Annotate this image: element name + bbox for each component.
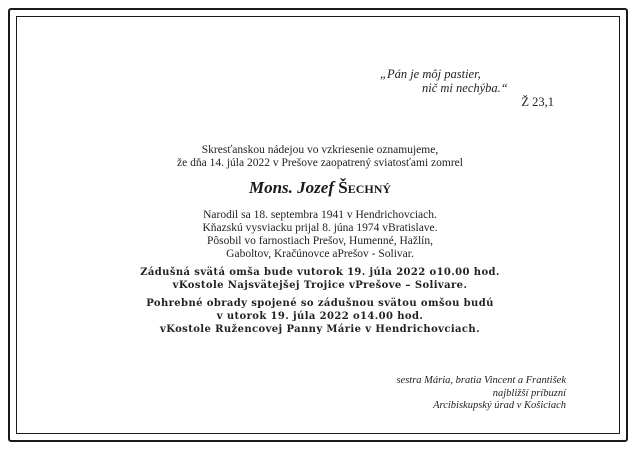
biography-line-2: Kňazskú vysviacku prijal 8. júna 1974 vBratislave. <box>202 222 438 234</box>
verse-line-2: nič mi nechýba.“ <box>422 81 508 95</box>
mourners-line-3: Arcibiskupský úrad v Košiciach <box>433 400 566 411</box>
mourners-line-2: najbližší príbuzní <box>492 387 566 399</box>
mass-line-2: vKostole Najsvätejšej Trojice vPrešove – Solivare. <box>172 280 468 291</box>
announcement-line-2: že dňa 14. júla 2022 v Prešove zaopatrený sviatosťami zomrel <box>177 157 463 169</box>
verse-reference: Ž 23,1 <box>521 95 554 109</box>
biography <box>40 209 600 261</box>
requiem-mass-info <box>40 266 600 292</box>
deceased-title-given-name: Mons. Jozef <box>248 178 334 197</box>
funeral-line-3: vKostole Ružencovej Panny Márie v Hendrichovciach. <box>160 324 480 335</box>
mourners-signature <box>330 375 566 413</box>
biography-line-4: Gaboltov, Kračúnovce aPrešov - Solivar. <box>226 248 414 260</box>
verse-line-1: „Pán je môj pastier, <box>380 67 481 81</box>
funeral-line-1: Pohrebné obrady spojené so zádušnou svätou omšou budú <box>146 298 494 309</box>
biography-line-1: Narodil sa 18. septembra 1941 v Hendrichovciach. <box>203 209 437 221</box>
bible-verse <box>376 67 576 109</box>
deceased-name <box>40 178 600 198</box>
mourners-line-1: sestra Mária, bratia Vincent a František <box>396 375 566 386</box>
death-announcement <box>40 144 600 170</box>
deceased-surname: Šechný <box>338 178 392 197</box>
mass-line-1: Zádušná svätá omša bude vutorok 19. júla 2022 o10.00 hod. <box>140 267 500 278</box>
announcement-line-1: Skresťanskou nádejou vo vzkriesenie oznamujeme, <box>201 144 439 156</box>
funeral-info <box>40 297 600 336</box>
funeral-line-2: v utorok 19. júla 2022 o14.00 hod. <box>216 311 424 322</box>
biography-line-3: Pôsobil vo farnostiach Prešov, Humenné, Hažlín, <box>206 235 434 247</box>
